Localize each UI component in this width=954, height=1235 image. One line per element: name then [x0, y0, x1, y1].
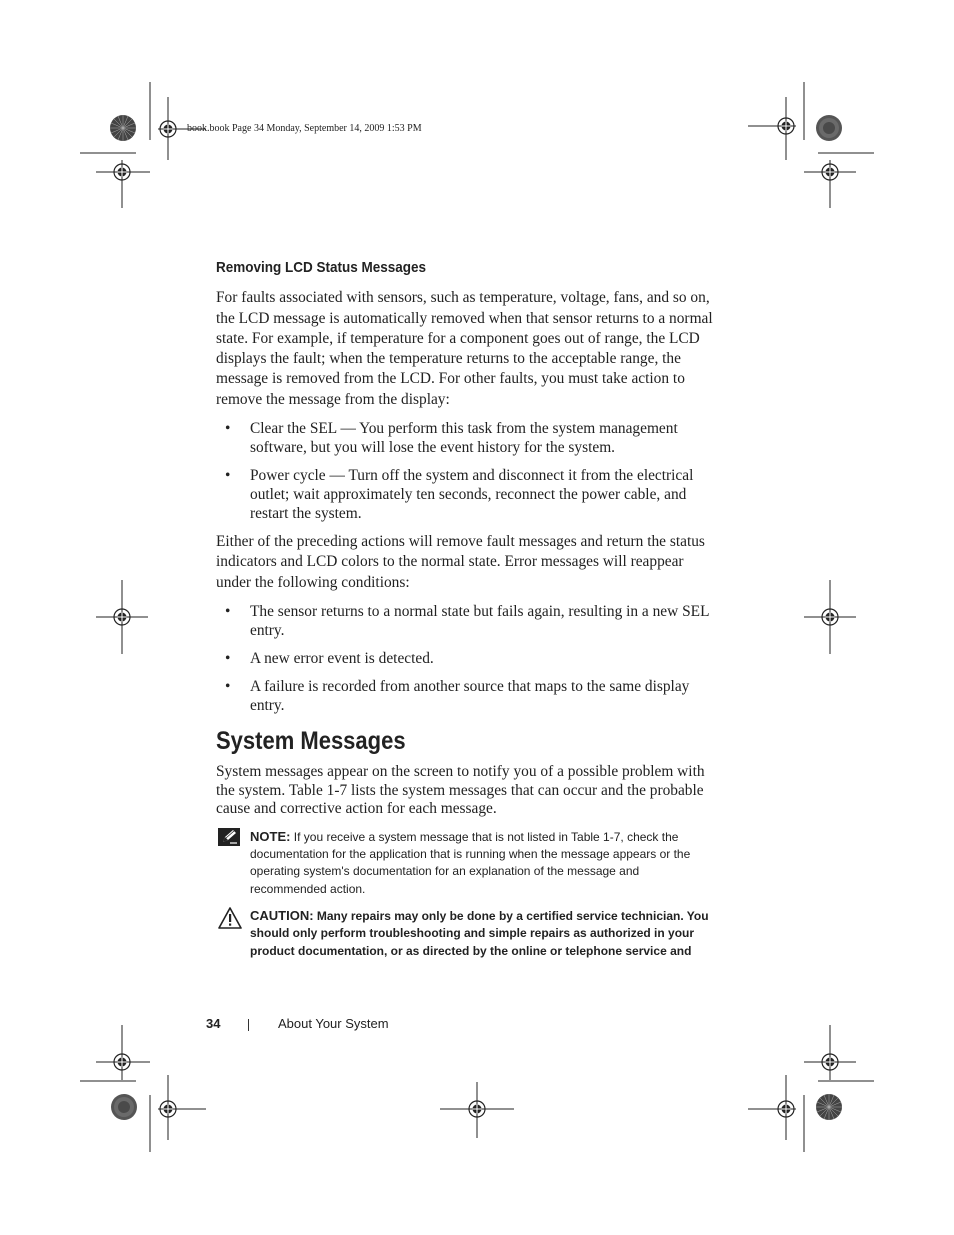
caution-block [216, 907, 716, 960]
print-slug: book.book Page 34 Monday, September 14, 2009 1:53 PM [187, 123, 422, 134]
bullet-list-actions [216, 419, 716, 523]
bullet-list-conditions [216, 602, 716, 715]
list-item: • Clear the SEL — You perform this task from the system management software, but you will lose the event history for the system. [225, 420, 678, 457]
section-heading: Removing LCD Status Messages [216, 259, 427, 276]
footer-divider [248, 1019, 249, 1031]
section-paragraph-2: Either of the preceding actions will remove fault messages and return the status indicators and LCD colors to the normal state. Error messages will reappear under the following conditions: [216, 533, 705, 591]
bullet-icon: • [225, 602, 231, 620]
note-label: NOTE: [250, 828, 291, 844]
note-text: If you receive a system message that is not listed in Table 1-7, check the documentation for the application that is running when the message appears or the operating system's documentation for an explanation of the message and recommended action. [250, 829, 691, 896]
list-item: • A new error event is detected. [225, 649, 434, 667]
list-item: • Power cycle — Turn off the system and disconnect it from the electrical outlet; wait approximately ten seconds, reconnect the power cable, and restart the system. [225, 467, 694, 523]
bullet-icon: • [225, 420, 231, 438]
bullet-icon: • [225, 677, 231, 695]
system-intro: System messages appear on the screen to notify you of a possible problem with the system. Table 1-7 lists the system messages that can occur and the probable cause and corrective action for each message. [216, 763, 705, 818]
warning-triangle-icon [218, 907, 242, 934]
page-number: 34 [206, 1016, 221, 1031]
chapter-heading: System Messages [216, 726, 406, 755]
list-item: • The sensor returns to a normal state but fails again, resulting in a new SEL entry. [225, 602, 709, 639]
list-item: • A failure is recorded from another source that maps to the same display entry. [225, 677, 690, 714]
footer-chapter-title: About Your System [278, 1016, 389, 1031]
caution-label: CAUTION: [250, 907, 314, 923]
section-intro: For faults associated with sensors, such as temperature, voltage, fans, and so on, the LCD message is automatically removed when that sensor returns to a normal state. For example, if temperature for a component goes out of range, the LCD displays the fault; when the temperature returns to the acceptable range, the message is removed from the LCD. For other faults, you must take action to remove the message from the display: [216, 289, 713, 408]
note-block [216, 828, 716, 898]
page-content [216, 258, 716, 969]
pencil-note-icon [218, 828, 240, 851]
caution-text: Many repairs may only be done by a certified service technician. You should only perform troubleshooting and simple repairs as authorized in your product documentation, or as directed by the online or telephone service and [250, 908, 709, 958]
bullet-icon: • [225, 467, 231, 485]
bullet-icon: • [225, 649, 231, 667]
